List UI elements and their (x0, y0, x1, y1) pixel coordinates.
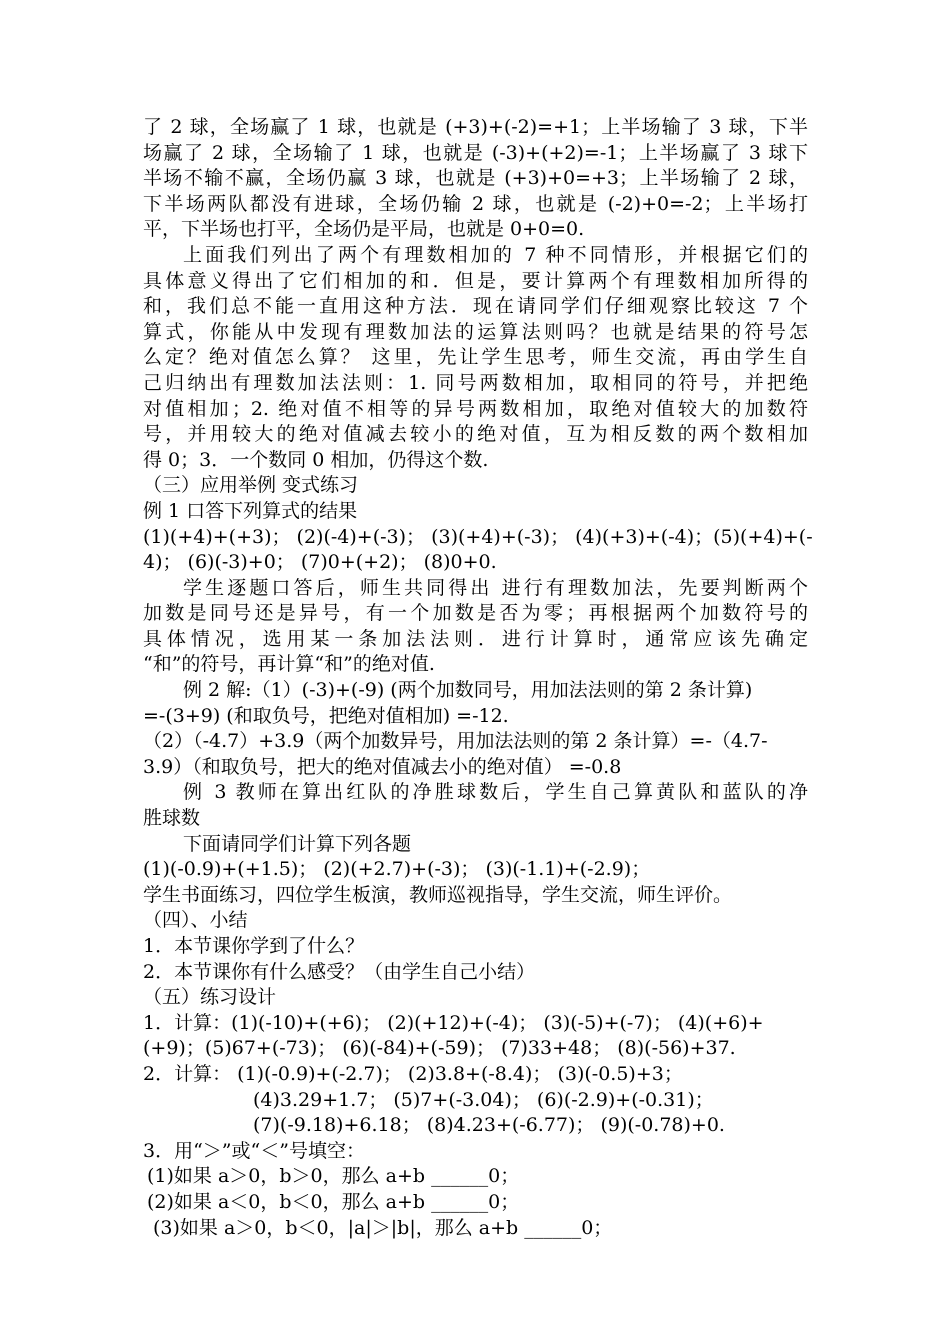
section-heading: （五）练习设计 (143, 986, 277, 1009)
text-line: 上面我们列出了两个有理数相加的 7 种不同情形，并根据它们的 (183, 243, 808, 266)
text-line: 下面请同学们计算下列各题 (183, 832, 412, 855)
text-line: 半场不输不赢，全场仍赢 3 球，也就是 (+3)+0=+3；上半场输了 2 球， (143, 167, 808, 190)
exercise-line: (1)(+4)+(+3)； (2)(-4)+(-3)； (3)(+4)+(-3)； (4)(+3)+(-4)；(5)(+4)+(- (143, 525, 813, 548)
text-line: 学生逐题口答后，师生共同得出 进行有理数加法，先要判断两个 (183, 576, 808, 599)
summary-item: 1．本节课你学到了什么？ (143, 935, 365, 957)
text-line: 么定？绝对值怎么算？ 这里，先让学生思考，师生交流，再由学生自 (143, 346, 808, 369)
text-line: 和，我们总不能一直用这种方法．现在请同学们仔细观察比较这 7 个 (143, 295, 808, 318)
section-heading: （三）应用举例 变式练习 (143, 474, 359, 497)
text-line: 下半场两队都没有进球，全场仍输 2 球，也就是 (-2)+0=-2；上半场打 (143, 192, 808, 215)
exercise-line: (7)(-9.18)+6.18； (8)4.23+(-6.77)； (9)(-0.78)+0. (253, 1114, 725, 1137)
exercise-line: 1．计算：(1)(-10)+(+6)； (2)(+12)+(-4)； (3)(-5)+(-7)； (4)(+6)+ (143, 1011, 764, 1034)
text-line: =-(3+9) (和取负号，把绝对值相加) =-12. (143, 704, 509, 727)
text-line: 号，并用较大的绝对值减去较小的绝对值，互为相反数的两个数相加 (143, 423, 808, 446)
fill-blank-item: (2)如果 a＜0，b＜0，那么 a+b ______0； (147, 1190, 520, 1213)
exercise-line: (4)3.29+1.7； (5)7+(-3.04)； (6)(-2.9)+(-0.31)； (253, 1088, 714, 1111)
fill-blank-item: (3)如果 a＞0，b＜0，|a|＞|b|，那么 a+b ______0； (153, 1216, 613, 1239)
exercise-line: 2．计算： (1)(-0.9)+(-2.7)； (2)3.8+(-8.4)； (3)(-0.5)+3； (143, 1062, 683, 1085)
exercise-line: 3．用“＞”或“＜”号填空： (143, 1139, 365, 1162)
exercise-line: 4)； (6)(-3)+0； (7)0+(+2)； (8)0+0. (143, 551, 497, 574)
document-body (143, 115, 813, 1241)
text-line: （2）（-4.7）+3.9（两个加数异号，用加法法则的第 2 条计算）=-（4.7- (143, 730, 768, 753)
text-line: 了 2 球，全场赢了 1 球，也就是 (+3)+(-2)=+1；上半场输了 3 球，下半 (143, 116, 808, 138)
summary-item: 2．本节课你有什么感受？（由学生自己小结） (143, 960, 536, 983)
text-line: 胜球数 (143, 807, 201, 830)
text-line: 例 2 解:（1）(-3)+(-9) (两个加数同号，用加法法则的第 2 条计算) (183, 679, 753, 702)
text-line: 学生书面练习，四位学生板演，教师巡视指导，学生交流，师生评价。 (143, 883, 733, 906)
example-heading: 例 1 口答下列算式的结果 (143, 499, 358, 522)
text-line: 具体意义得出了它们相加的和．但是，要计算两个有理数相加所得的 (143, 269, 808, 292)
text-line: 3.9）（和取负号，把大的绝对值减去小的绝对值） =-0.8 (143, 755, 622, 778)
text-line: 对值相加；2. 绝对值不相等的异号两数相加，取绝对值较大的加数符 (143, 397, 808, 420)
text-line: 算式，你能从中发现有理数加法的运算法则吗？也就是结果的符号怎 (143, 320, 808, 343)
text-line: 具体情况，选用某一条加法法则．进行计算时，通常应该先确定 (143, 627, 808, 650)
text-line: 场赢了 2 球，全场输了 1 球，也就是 (-3)+(+2)=-1；上半场赢了 3 球下 (143, 141, 808, 164)
text-line: 加数是同号还是异号，有一个加数是否为零；再根据两个加数符号的 (143, 602, 808, 625)
fill-blank-item: (1)如果 a＞0，b＞0，那么 a+b ______0； (147, 1165, 520, 1188)
text-line: “和”的符号，再计算“和”的绝对值. (143, 653, 435, 676)
section-heading: （四）、小结 (143, 909, 248, 932)
text-line: 己归纳出有理数加法法则：1. 同号两数相加，取相同的符号，并把绝 (143, 371, 808, 394)
exercise-line: (+9)；(5)67+(-73)； (6)(-84)+(-59)； (7)33+48； (8)(-56)+37. (143, 1037, 736, 1060)
exercise-line: (1)(-0.9)+(+1.5)； (2)(+2.7)+(-3)； (3)(-1.1)+(-2.9)； (143, 858, 651, 881)
text-line: 得 0；3．一个数同 0 相加，仍得这个数. (143, 448, 489, 471)
text-line: 平，下半场也打平，全场仍是平局，也就是 0+0=0. (143, 218, 585, 241)
text-line: 例 3 教师在算出红队的净胜球数后，学生自己算黄队和蓝队的净 (183, 781, 808, 804)
